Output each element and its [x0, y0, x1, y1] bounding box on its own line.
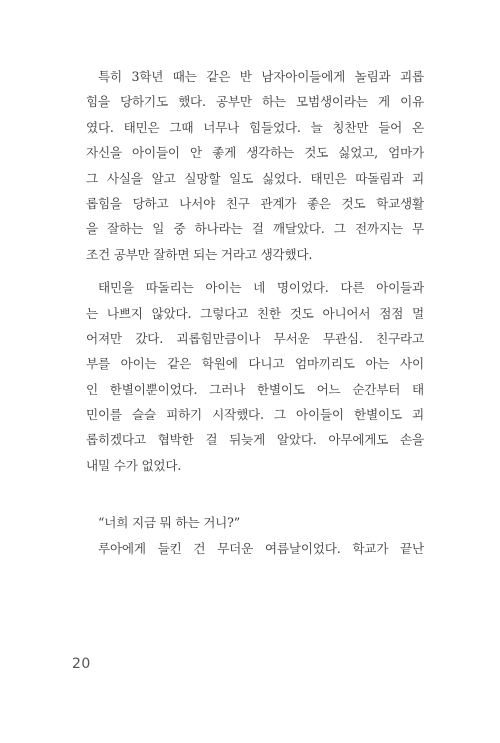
dialogue-line: “너희 지금 뭐 하는 거니?”: [98, 515, 240, 531]
text-line: 그 사실을 알고 실망할 일도 싫었다. 태민은 따돌림과 괴: [86, 170, 424, 186]
paragraph-2: [86, 275, 424, 478]
text-line: 자신을 아이들이 안 좋게 생각하는 것도 싫었고, 엄마가: [86, 145, 424, 161]
text-line: 롭힘을 당하고 나서야 친구 관계가 좋은 것도 학교생활: [86, 195, 424, 211]
text-line: 였다. 태민은 그때 너무나 힘들었다. 늘 칭찬만 들어 온: [86, 119, 424, 135]
text-line: 부를 아이는 같은 학원에 다니고 엄마끼리도 아는 사이: [86, 356, 424, 372]
text-line: 태민을 따돌리는 아이는 네 명이었다. 다른 아이들과: [98, 280, 424, 296]
body-text: [86, 64, 424, 569]
text-line: 롭히겠다고 협박한 걸 뒤늦게 알았다. 아무에게도 손을: [86, 432, 424, 448]
text-line: 루아에게 들킨 건 무더운 여름날이었다. 학교가 끝난: [98, 540, 424, 556]
paragraph-1: [86, 64, 424, 267]
section-break: [86, 486, 424, 510]
paragraph-3: [86, 510, 424, 561]
page-number: 20: [72, 656, 91, 672]
text-line: 는 나쁘지 않았다. 그렇다고 친한 것도 아니어서 점점 멀: [86, 305, 424, 321]
text-line: 조건 공부만 잘하면 되는 거라고 생각했다.: [86, 246, 313, 262]
text-line: 민이를 슬슬 피하기 시작했다. 그 아이들이 한별이도 괴: [86, 407, 424, 423]
text-line: 특히 3학년 때는 같은 반 남자아이들에게 놀림과 괴롭: [98, 69, 424, 84]
text-line: 힘을 당하기도 했다. 공부만 하는 모범생이라는 게 이유: [86, 94, 424, 110]
text-line: 을 잘하는 일 중 하나라는 걸 깨달았다. 그 전까지는 무: [86, 221, 424, 237]
text-line: 어져만 갔다. 괴롭힘만큼이나 무서운 무관심. 친구라고: [86, 330, 424, 346]
text-line: 내밀 수가 없었다.: [86, 457, 182, 473]
text-line: 인 한별이뿐이었다. 그러나 한별이도 어느 순간부터 태: [86, 381, 424, 397]
